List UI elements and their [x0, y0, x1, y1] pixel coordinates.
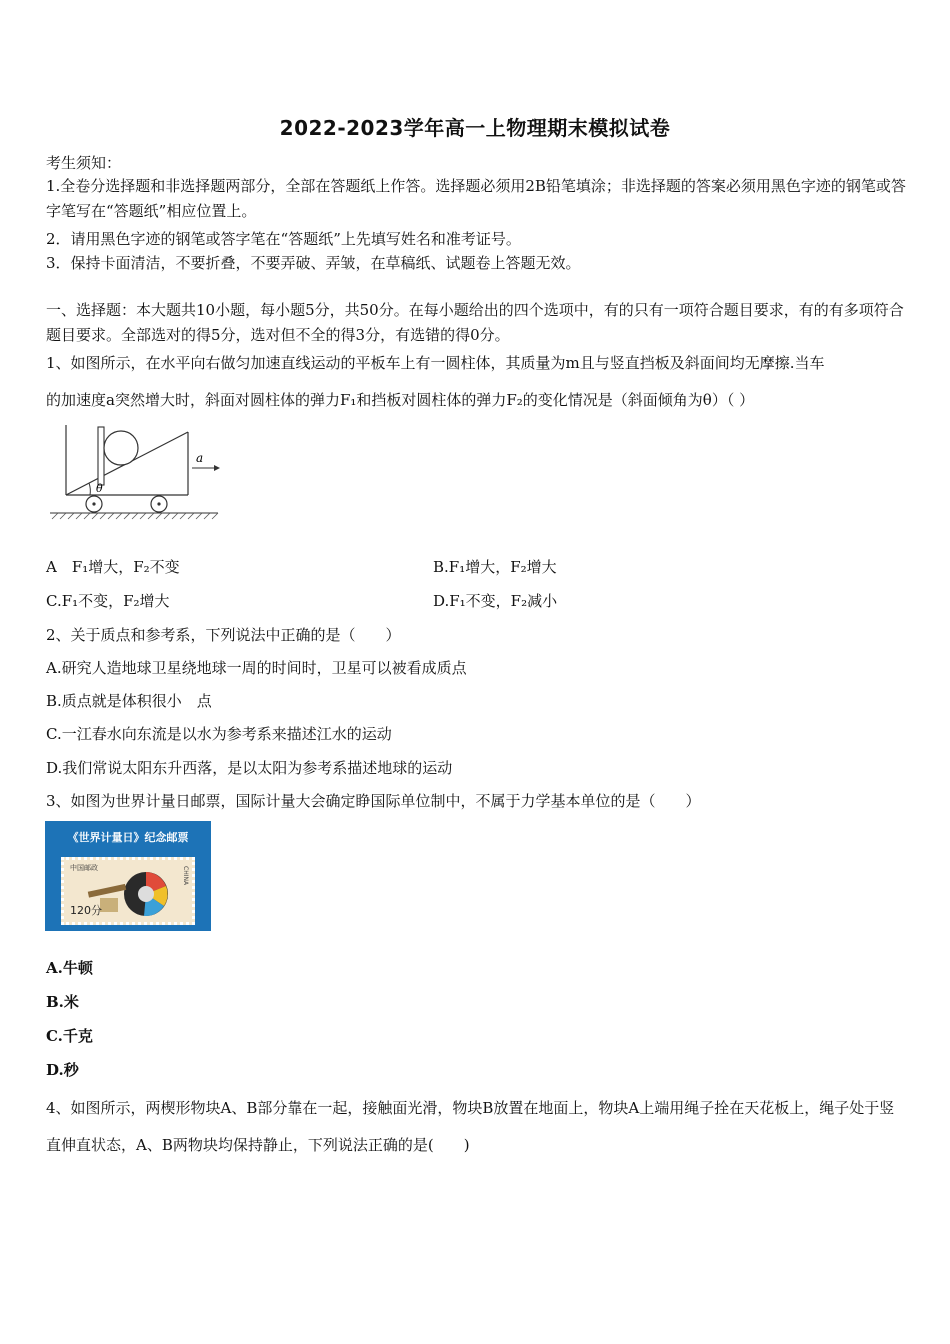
- stamp-country: CHINA: [182, 866, 189, 886]
- q1-option-c: C.F₁不变，F₂增大: [46, 592, 170, 610]
- stamp-post-text: 中国邮政: [70, 864, 98, 872]
- q1-stem-line1: 1、如图所示，在水平向右做匀加速直线运动的平板车上有一圆柱体，其质量为m且与竖直挡板及斜面间均无摩擦.当车: [46, 354, 825, 372]
- q3-stem: 3、如图为世界计量日邮票，国际计量大会确定睁国际单位制中，不属于力学基本单位的是（ ）: [46, 792, 701, 810]
- stamp-caption: 《世界计量日》纪念邮票: [67, 831, 189, 844]
- notice-item-1: 1.全卷分选择题和非选择题两部分，全部在答题纸上作答。选择题必须用2B铅笔填涂；非选择题的答案必须用黑色字迹的钢笔或答字笔写在“答题纸”相应位置上。: [46, 177, 906, 220]
- notice-heading: 考生须知：: [46, 154, 122, 172]
- q2-option-d: D.我们常说太阳东升西落，是以太阳为参考系描述地球的运动: [46, 759, 453, 777]
- exam-title: 2022-2023学年高一上物理期末模拟试卷: [279, 116, 671, 140]
- q1-option-a: A F₁增大，F₂不变: [46, 558, 180, 576]
- notice-item-2: 2．请用黑色字迹的钢笔或答字笔在“答题纸”上先填写姓名和准考证号。: [46, 230, 521, 248]
- measurement-day-stamp-image: [45, 821, 211, 931]
- q2-stem: 2、关于质点和参考系，下列说法中正确的是（ ）: [46, 626, 401, 644]
- section-instructions: 一、选择题：本大题共10小题，每小题5分，共50分。在每小题给出的四个选项中，有的只有一项符合题目要求，有的有多项符合题目要求。全部选对的得5分，选对但不全的得3分，有选错的得0分。: [46, 301, 904, 344]
- theta-label: θ: [96, 482, 103, 495]
- q3-option-c: C.千克: [46, 1027, 93, 1045]
- q1-stem-line2: 的加速度a突然增大时，斜面对圆柱体的弹力F₁和挡板对圆柱体的弹力F₂的变化情况是（斜面倾角为θ）（ ）: [46, 391, 755, 409]
- q1-option-b: B.F₁增大，F₂增大: [433, 558, 557, 576]
- q3-option-b: B.米: [46, 993, 79, 1011]
- q2-option-a: A.研究人造地球卫星绕地球一周的时间时，卫星可以被看成质点: [46, 659, 467, 677]
- stamp-value: 120分: [70, 904, 102, 917]
- stamp-inner: [61, 857, 195, 925]
- q1-option-d: D.F₁不变，F₂减小: [433, 592, 558, 610]
- q2-option-c: C.一江春水向东流是以水为参考系来描述江水的运动: [46, 725, 392, 743]
- q1-cart-figure: [46, 420, 221, 522]
- q4-stem: 4、如图所示，两楔形物块A、B部分靠在一起，接触面光滑，物块B放置在地面上，物块A上端用绳子拴在天花板上，绳子处于竖直伸直状态，A、B两物块均保持静止，下列说法正确的是( ): [46, 1099, 895, 1154]
- q3-option-d: D.秒: [46, 1061, 79, 1079]
- notice-item-3: 3．保持卡面清洁，不要折叠，不要弄破、弄皱，在草稿纸、试题卷上答题无效。: [46, 254, 581, 272]
- q2-option-b: B.质点就是体积很小 点: [46, 692, 212, 710]
- q3-option-a: A.牛顿: [46, 959, 93, 977]
- acceleration-label: a: [196, 451, 204, 465]
